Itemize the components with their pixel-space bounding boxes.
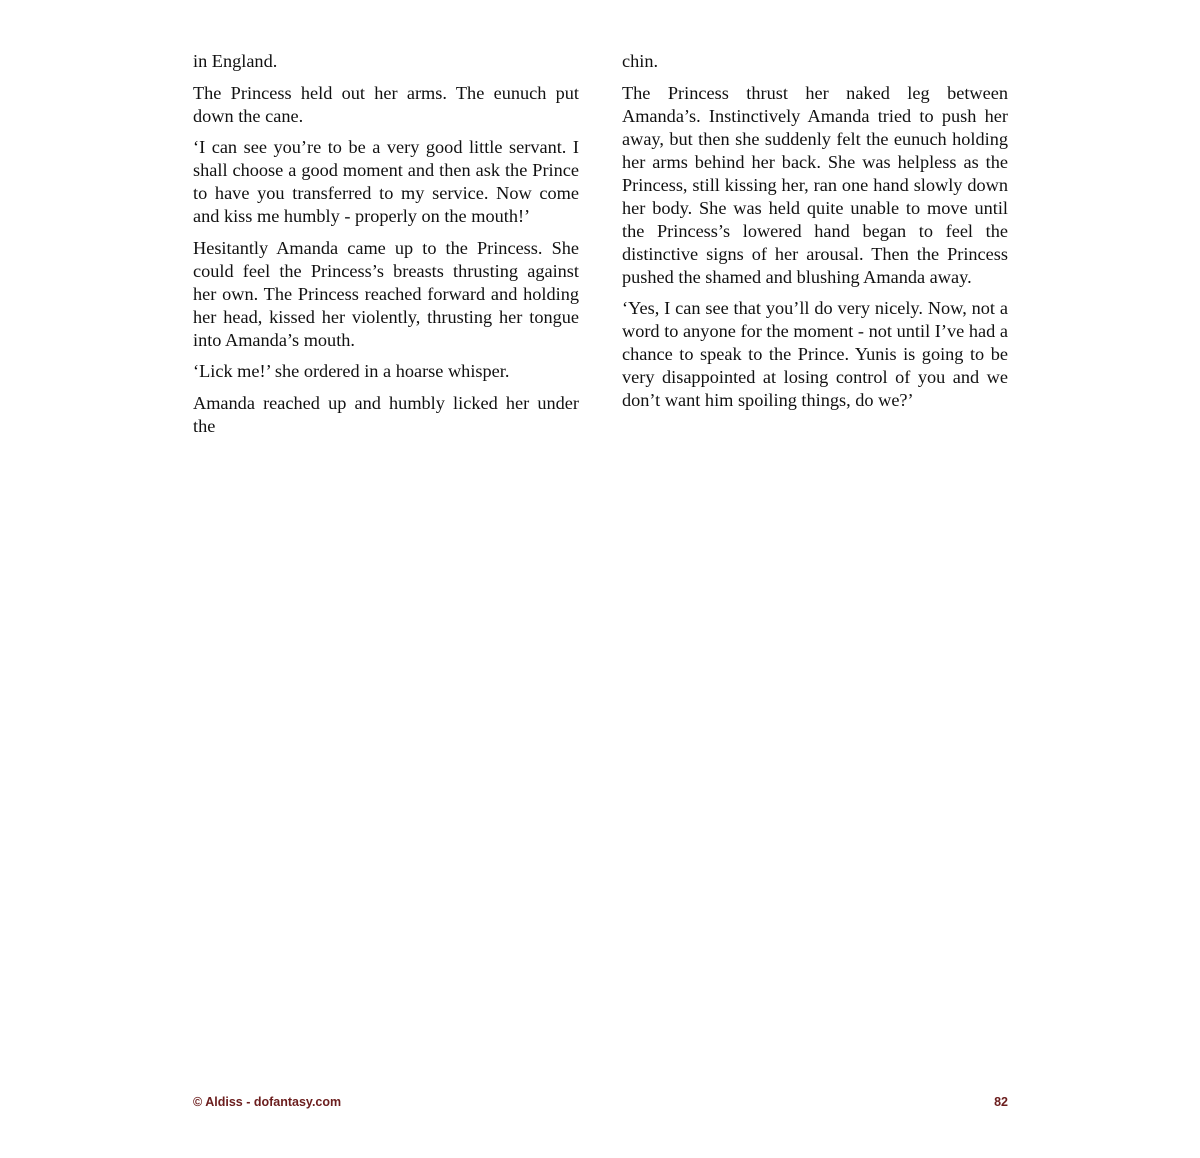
right-text-column [622,50,1008,421]
paragraph: The Princess held out her arms. The eunuch put down the cane. [193,82,579,126]
paragraph: Amanda reached up and humbly licked her under the [193,392,579,436]
left-text-column [193,50,579,446]
paragraph: ‘Yes, I can see that you’ll do very nicely. Now, not a word to anyone for the moment - not until I’ve had a chance to speak to the Prince. Yunis is going to be very disappointed at losing control of you and we don’t want him spoiling things, do we?’ [622,298,1008,410]
paragraph: Hesitantly Amanda came up to the Princess. She could feel the Princess’s breasts thrusting against her own. The Princess reached forward and holding her head, kissed her violently, thrusting her tongue into Amanda’s mouth. [193,237,579,350]
paragraph: chin. [622,51,659,71]
paragraph: The Princess thrust her naked leg between Amanda’s. Instinctively Amanda tried to push her away, but then she suddenly felt the eunuch holding her arms behind her back. She was helpless as the Princess, still kissing her, ran one hand slowly down her body. She was held quite unable to move until the Princess’s lowered hand began to feel the distinctive signs of her arousal. Then the Princess pushed the shamed and blushing Amanda away. [622,82,1008,287]
paragraph: ‘I can see you’re to be a very good little servant. I shall choose a good moment and then ask the Prince to have you transferred to my service. Now come and kiss me humbly - properly on the mouth!’ [193,137,579,226]
page-number: 82 [994,1095,1008,1109]
footer-copyright: © Aldiss - dofantasy.com [193,1095,342,1109]
paragraph: ‘Lick me!’ she ordered in a hoarse whisper. [193,361,510,381]
paragraph: in England. [193,51,278,71]
